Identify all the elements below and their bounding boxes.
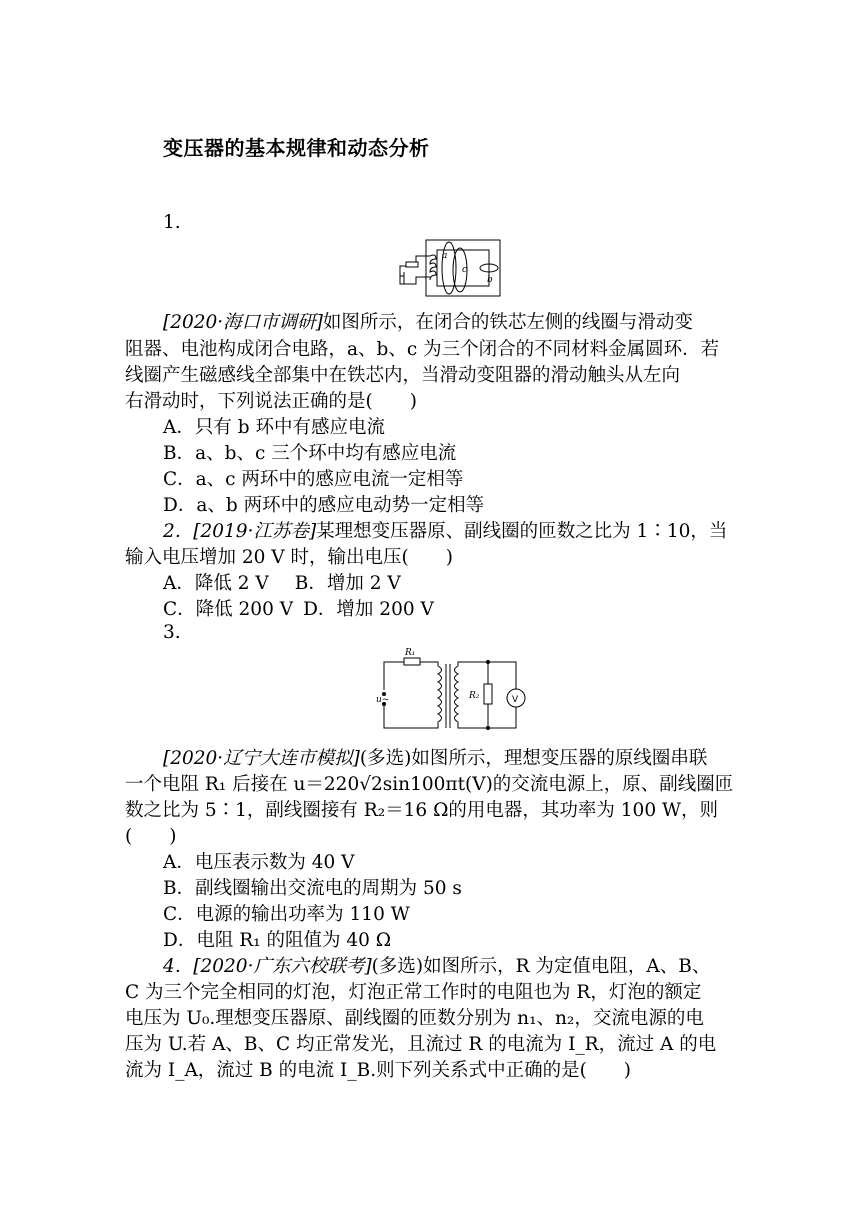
q1-stem-line3: 线圈产生磁感线全部集中在铁芯内，当滑动变阻器的滑动触头从左向: [125, 365, 681, 386]
q1-source: [2020·海口市调研]: [163, 312, 323, 333]
q2-option-a: A．降低 2 V: [163, 573, 269, 594]
q3-stem-line1: [2020·辽宁大连市模拟](多选)如图所示，理想变压器的原线圈串联: [163, 748, 708, 769]
q1-label-b: b: [487, 275, 493, 285]
q3-option-a: A．电压表示数为 40 V: [163, 852, 355, 873]
q3-source: [2020·辽宁大连市模拟]: [163, 748, 360, 769]
q1-label-a: a: [442, 251, 448, 261]
q2-option-row1: [163, 571, 401, 597]
q3-option-d: D．电阻 R₁ 的阻值为 40 Ω: [163, 930, 392, 951]
q3-option-b: B．副线圈输出交流电的周期为 50 s: [163, 878, 462, 899]
q4-stem-line3: 电压为 U₀.理想变压器原、副线圈的匝数分别为 n₁、n₂，交流电源的电: [125, 1008, 704, 1029]
q1-number: 1.: [163, 212, 181, 233]
q3-number: 3.: [163, 622, 181, 643]
q4-stem-line1: 4．[2020·广东六校联考](多选)如图所示，R 为定值电阻，A、B、: [163, 956, 711, 977]
q3-stem-line4: ( ): [125, 826, 177, 847]
q3-label-voltmeter: V: [512, 695, 519, 705]
q1-label-c: c: [462, 265, 468, 275]
q1-iron-core-figure: [394, 236, 504, 300]
q3-stem-line3: 数之比为 5∶1，副线圈接有 R₂＝16 Ω的用电器，其功率为 100 W，则: [125, 800, 718, 821]
q1-option-b: B．a、b、c 三个环中均有感应电流: [163, 443, 457, 464]
q1-option-a: A．只有 b 环中有感应电流: [163, 417, 385, 438]
q3-label-u: u~: [376, 695, 390, 705]
q4-stem-line5: 流为 I_A，流过 B 的电流 I_B.则下列关系式中正确的是( ): [125, 1060, 632, 1081]
q2-stem-line2: 输入电压增加 20 V 时，输出电压( ): [125, 547, 453, 568]
q2-stem-line1: 2．[2019·江苏卷]某理想变压器原、副线圈的匝数之比为 1∶10，当: [163, 521, 728, 542]
q1-stem-line4: 右滑动时，下列说法正确的是( ): [125, 391, 417, 412]
q1-option-d: D．a、b 两环中的感应电动势一定相等: [163, 495, 485, 516]
q2-source: 2．[2019·江苏卷]: [163, 521, 317, 542]
q2-option-c: C．降低 200 V: [163, 599, 294, 620]
q4-stem-line4: 压为 U.若 A、B、C 均正常发光，且流过 R 的电流为 I_R，流过 A 的电: [125, 1034, 717, 1055]
q1-stem-line1: [2020·海口市调研]如图所示，在闭合的铁芯左侧的线圈与滑动变: [163, 312, 693, 333]
q4-source: 4．[2020·广东六校联考]: [163, 956, 372, 977]
q1-stem-line2: 阻器、电池构成闭合电路，a、b、c 为三个闭合的不同材料金属圆环．若: [125, 339, 720, 360]
q3-stem-line2: 一个电阻 R₁ 后接在 u＝220√2sin100πt(V)的交流电源上，原、副线圈匝: [125, 774, 734, 795]
q3-option-c: C．电源的输出功率为 110 W: [163, 904, 410, 925]
section-title: 变压器的基本规律和动态分析: [163, 136, 430, 160]
q3-transformer-circuit-figure: [376, 644, 528, 734]
q2-option-d: D．增加 200 V: [303, 599, 434, 620]
q4-stem-line2: C 为三个完全相同的灯泡，灯泡正常工作时的电阻也为 R，灯泡的额定: [125, 982, 702, 1003]
q1-option-c: C．a、c 两环中的感应电流一定相等: [163, 469, 464, 490]
q3-label-r2: R₂: [469, 691, 480, 701]
q3-label-r1: R₁: [405, 648, 416, 658]
q2-option-row2: [163, 597, 434, 623]
q2-option-b: B．增加 2 V: [294, 573, 401, 594]
